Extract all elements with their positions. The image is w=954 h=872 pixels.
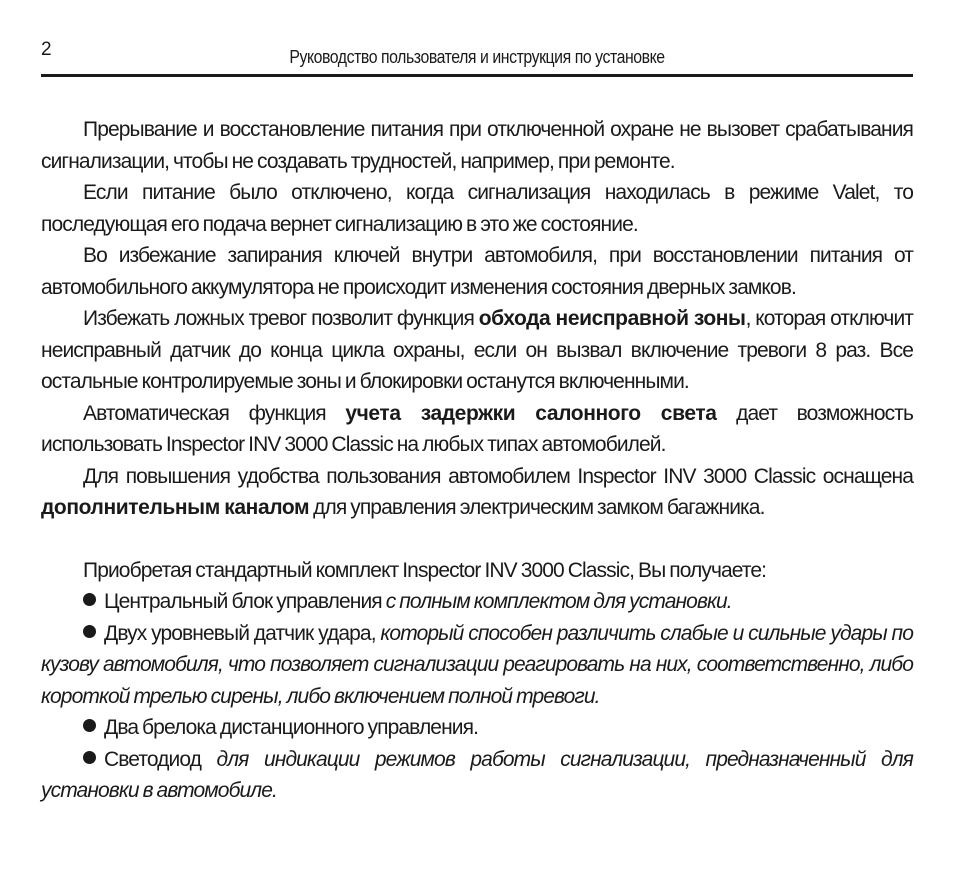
paragraph-aux-channel (41, 461, 913, 524)
paragraph-valet-mode: Если питание было отключено, когда сигнализация находилась в режиме Valet, то последующая его подача вернет сигнализацию в это же состояние. (41, 181, 913, 236)
header-rule (41, 74, 913, 77)
text-run: дает возможность использовать Inspector INV 3000 Classic на любых типах автомобилей. (41, 401, 913, 456)
kit-item-regular: Центральный блок управления (104, 590, 386, 613)
kit-item-regular: Двух уровневый датчик удара, (104, 621, 381, 645)
kit-item (41, 618, 913, 713)
paragraph-zone-bypass (41, 303, 913, 398)
kit-intro: Приобретая стандартный комплект Inspector INV 3000 Classic, Вы получаете: (83, 558, 767, 582)
page-number: 2 (41, 39, 52, 60)
kit-item-italic: для индикации режимов работы сигнализации, предназначенный для установки в автомобиле. (41, 747, 913, 802)
text-run: Избежать ложных тревог позволит функция (83, 307, 479, 330)
paragraph-key-lock: Во избежание запирания ключей внутри автомобиля, при восстановлении питания от автомобильного аккумулятора не происходит изменения состояния дверных замков. (41, 244, 913, 299)
bullet-icon (83, 625, 96, 638)
running-header: Руководство пользователя и инструкция по установке (289, 47, 665, 67)
text-run: Автоматическая функция (83, 401, 346, 425)
paragraph-courtesy-light (41, 398, 913, 461)
page-body (41, 114, 913, 807)
kit-item-italic: с полным комплектом для установки. (385, 590, 732, 613)
paragraph-power-interrupt: Прерывание и восстановление питания при отключенной охране не вызовет срабатывания сигнализации, чтобы не создавать трудностей, например, при ремонте. (41, 118, 913, 173)
bold-term-aux-channel: дополнительным каналом (41, 496, 310, 519)
bullet-icon (83, 719, 96, 732)
bullet-icon (83, 751, 96, 764)
kit-item (41, 586, 913, 618)
kit-item-regular: Два брелока дистанционного управления. (104, 716, 479, 739)
bold-term-zone-bypass: обхода неисправной зоны (478, 307, 746, 330)
kit-item (41, 712, 913, 744)
kit-item (41, 744, 913, 807)
bullet-icon (83, 593, 96, 606)
kit-item-italic: который способен различить слабые и сильные удары по кузову автомобиля, что позволяет сигнализации реагировать на них, соответственно, либо короткой трелью сирены, либо включением полной тревоги. (41, 621, 913, 708)
bold-term-light-delay: учета задержки салонного света (345, 401, 717, 425)
kit-item-regular: Светодиод (104, 747, 217, 771)
text-run: Для повышения удобства пользования автомобилем Inspector INV 3000 Classic оснащена (83, 464, 913, 488)
text-run: , которая отключит неисправный датчик до конца цикла охраны, если он вызвал включение тревоги 8 раз. Все остальные контролируемые зоны и блокировки останутся включенными. (41, 307, 913, 393)
text-run: для управления электрическим замком багажника. (309, 496, 765, 519)
section-spacer (41, 524, 913, 555)
